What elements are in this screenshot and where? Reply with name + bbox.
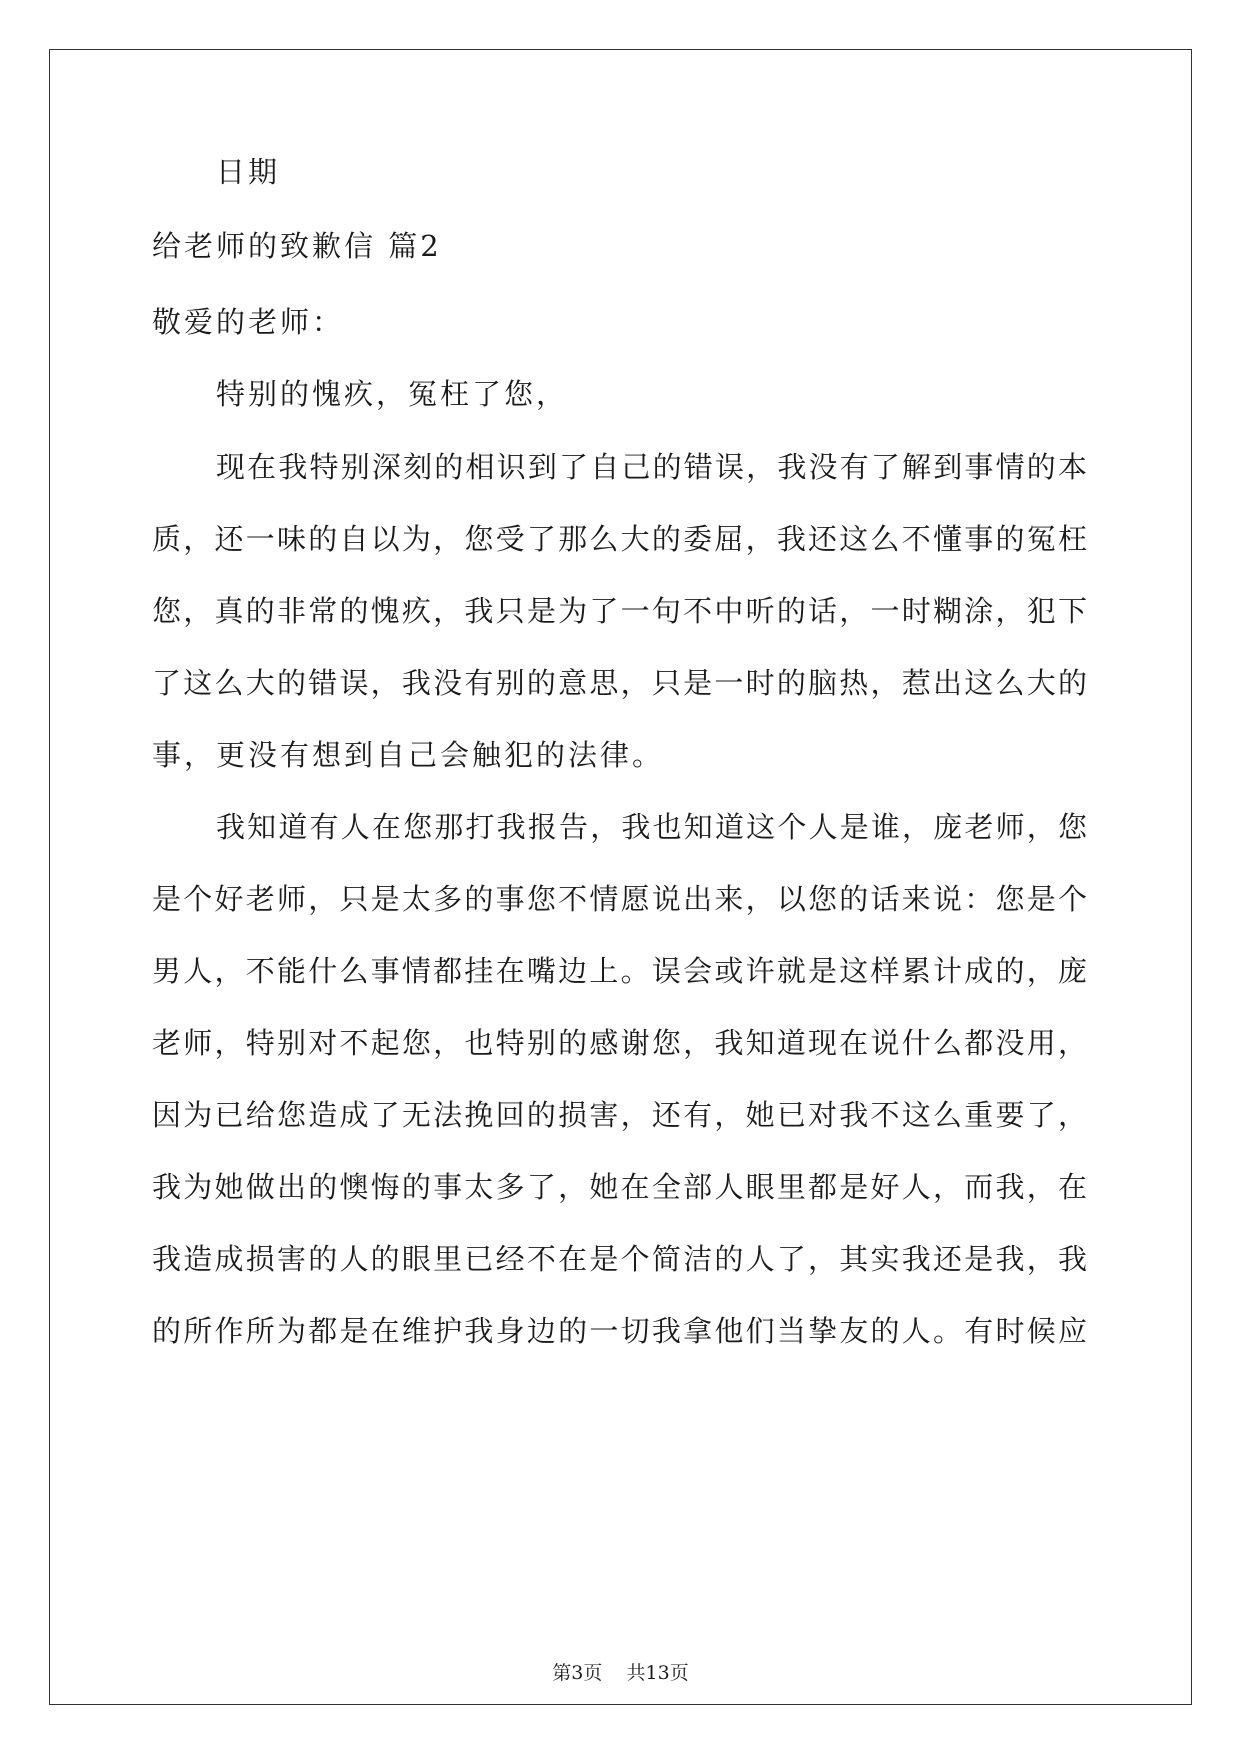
paragraph-line: 我造成损害的人的眼里已经不在是个简洁的人了，其实我还是我，我	[152, 1242, 1087, 1276]
date-label: 日期	[216, 155, 281, 189]
paragraph-line: 的所作所为都是在维护我身边的一切我拿他们当挚友的人。有时候应	[152, 1314, 1087, 1348]
paragraph-line: 了这么大的错误，我没有别的意思，只是一时的脑热，惹出这么大的	[152, 666, 1087, 700]
paragraph-line: 现在我特别深刻的相识到了自己的错误，我没有了解到事情的本	[216, 450, 1087, 484]
paragraph-line: 因为已给您造成了无法挽回的损害，还有，她已对我不这么重要了，	[152, 1098, 1087, 1132]
paragraph-line: 我知道有人在您那打我报告，我也知道这个人是谁，庞老师，您	[216, 810, 1087, 844]
paragraph-line: 质，还一味的自以为，您受了那么大的委屈，我还这么不懂事的冤枉	[152, 522, 1087, 556]
paragraph-line: 我为她做出的懊悔的事太多了，她在全部人眼里都是好人，而我，在	[152, 1170, 1087, 1204]
paragraph-line: 是个好老师，只是太多的事您不情愿说出来，以您的话来说：您是个	[152, 882, 1087, 916]
salutation: 敬爱的老师：	[152, 305, 345, 339]
letter-title: 给老师的致歉信 篇2	[152, 229, 442, 263]
paragraph-line: 事，更没有想到自己会触犯的法律。	[152, 738, 665, 772]
paragraph-line: 老师，特别对不起您，也特别的感谢您，我知道现在说什么都没用，	[152, 1026, 1087, 1060]
page-number: 第3页 共13页	[552, 1662, 689, 1684]
paragraph-line: 男人，不能什么事情都挂在嘴边上。误会或许就是这样累计成的，庞	[152, 954, 1087, 988]
page-border	[49, 49, 1192, 1705]
paragraph-line: 您，真的非常的愧疚，我只是为了一句不中听的话，一时糊涂，犯下	[152, 594, 1087, 628]
paragraph-line: 特别的愧疚，冤枉了您，	[216, 377, 569, 411]
